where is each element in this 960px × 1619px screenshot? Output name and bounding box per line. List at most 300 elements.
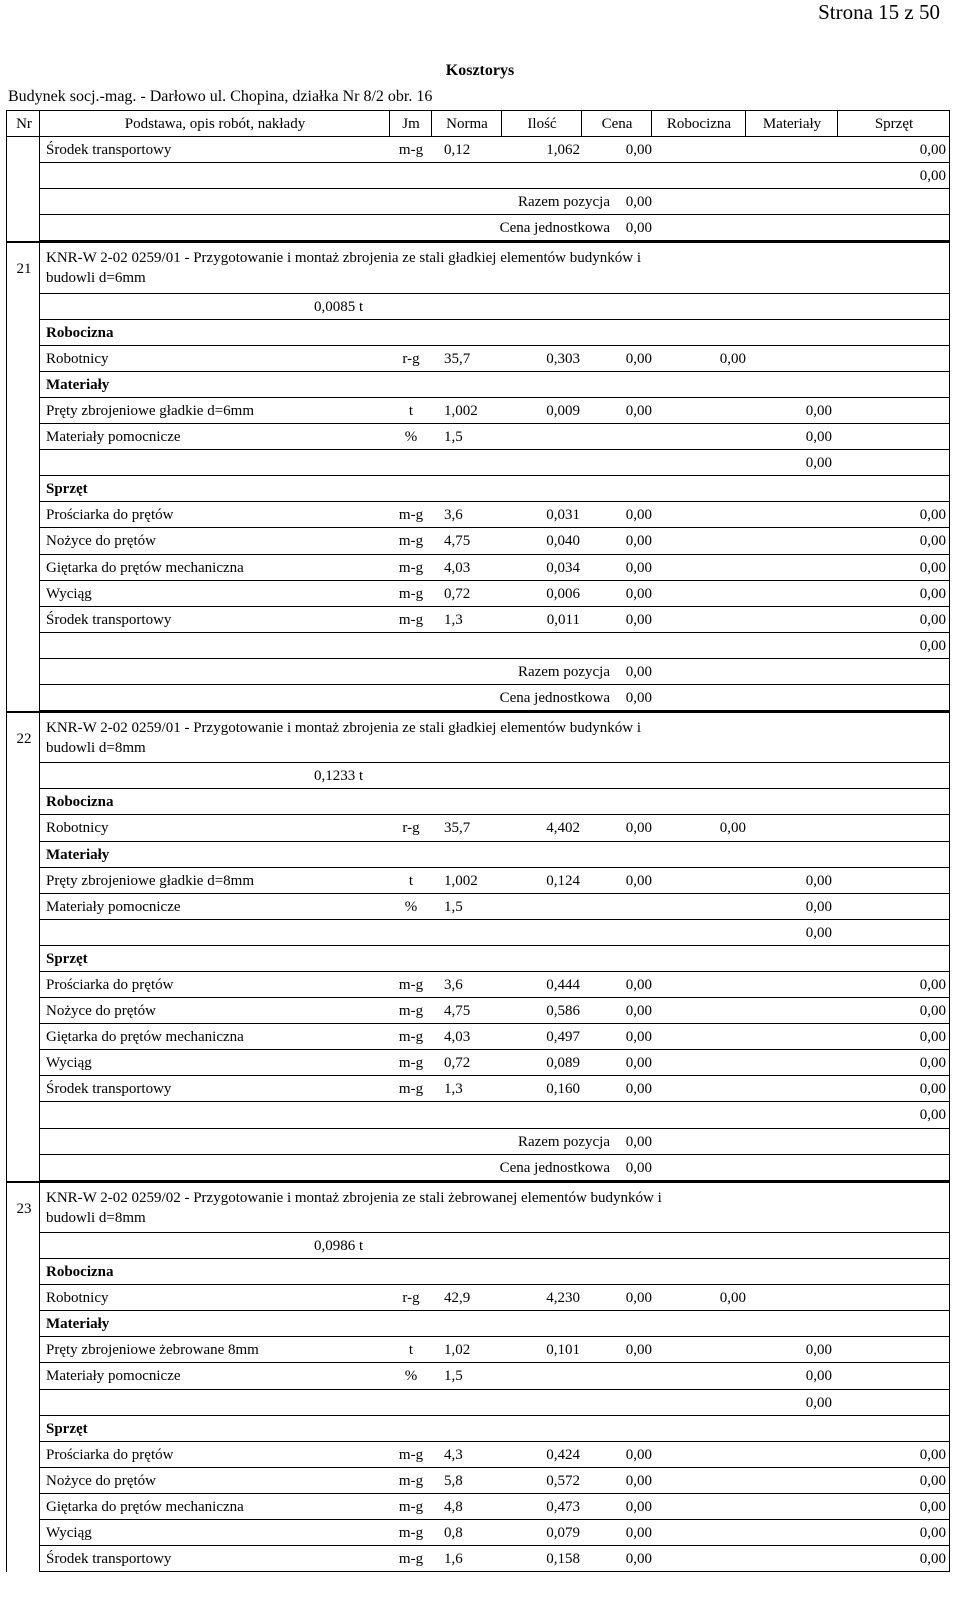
position-quantity-row	[6, 1233, 950, 1259]
unit-cell: m-g	[398, 1003, 424, 1020]
position-number: 22	[16, 731, 32, 748]
section-header-row	[6, 1416, 950, 1442]
labour-cell: 0,00	[719, 820, 746, 837]
section-header-row	[6, 476, 950, 502]
nr-cell	[6, 1390, 40, 1416]
price-cell: 0,00	[625, 977, 652, 993]
nr-cell	[6, 1076, 40, 1102]
position-quantity: 0,1233 t	[314, 768, 364, 785]
row-body	[40, 1181, 950, 1233]
nr-cell	[6, 1468, 40, 1494]
position-total-row	[6, 685, 950, 711]
section-label: Materiały	[46, 1316, 110, 1333]
row-body	[40, 372, 950, 398]
resource-name: Środek transportowy	[46, 1551, 172, 1568]
section-label: Materiały	[46, 376, 110, 393]
nr-cell	[6, 685, 40, 711]
header-cell-norma: Norma	[432, 110, 502, 137]
norma-cell: 1,5	[444, 898, 463, 915]
price-cell: 0,00	[625, 611, 652, 628]
header-cell-cena: Cena	[582, 110, 652, 137]
total-value: 0,00	[625, 1159, 652, 1176]
quantity-cell: 0,011	[546, 611, 580, 628]
row-body	[40, 1259, 950, 1285]
norma-cell: 3,6	[444, 507, 463, 524]
resource-name: Pręty zbrojeniowe gładkie d=6mm	[46, 402, 254, 419]
nr-cell	[6, 972, 40, 998]
position-row	[6, 711, 950, 763]
header-cell-jm: Jm	[390, 110, 432, 137]
price-cell: 0,00	[625, 585, 652, 602]
row-body	[40, 920, 950, 946]
resource-row	[6, 424, 950, 450]
position-total-row	[6, 1129, 950, 1155]
row-body	[40, 659, 950, 685]
nr-cell	[6, 1494, 40, 1520]
document-subtitle: Budynek socj.-mag. - Darłowo ul. Chopina, działka Nr 8/2 obr. 16	[8, 88, 433, 105]
equipment-cell: 0,00	[919, 1055, 946, 1072]
nr-cell	[6, 1363, 40, 1389]
nr-cell	[6, 868, 40, 894]
resource-name: Nożyce do prętów	[46, 1003, 156, 1020]
equipment-cell: 0,00	[919, 1029, 946, 1046]
equipment-cell: 0,00	[919, 1446, 946, 1463]
norma-cell: 1,002	[444, 402, 478, 419]
section-label: Sprzęt	[46, 1420, 88, 1437]
nr-cell	[6, 1337, 40, 1363]
resource-name: Giętarka do prętów mechaniczna	[46, 1029, 244, 1046]
nr-cell	[6, 789, 40, 815]
equipment-cell: 0,00	[919, 1498, 946, 1515]
section-header-row	[6, 320, 950, 346]
position-total-row	[6, 659, 950, 685]
row-body	[40, 789, 950, 815]
row-body	[40, 502, 950, 528]
norma-cell: 4,3	[444, 1446, 463, 1463]
norma-cell: 0,12	[444, 142, 471, 158]
resource-row	[6, 1050, 950, 1076]
row-body	[40, 1416, 950, 1442]
unit-cell: t	[408, 872, 414, 889]
row-body	[40, 241, 950, 293]
quantity-cell: 1,062	[546, 142, 580, 158]
row-body	[40, 346, 950, 372]
row-body	[40, 294, 950, 320]
unit-cell: t	[408, 402, 414, 419]
price-cell: 0,00	[625, 142, 652, 158]
price-cell: 0,00	[625, 533, 652, 550]
resource-row	[6, 998, 950, 1024]
unit-cell: m-g	[398, 1551, 424, 1568]
resource-name: Materiały pomocnicze	[46, 898, 181, 915]
price-cell: 0,00	[625, 1446, 652, 1463]
header-cell-nr: Nr	[6, 110, 40, 137]
document-title: Kosztorys	[445, 62, 515, 79]
position-description: KNR-W 2-02 0259/02 - Przygotowanie i montaż zbrojenia ze stali żebrowanej elementów budynków i budowli d=8mm	[46, 1189, 662, 1226]
resource-name: Środek transportowy	[46, 142, 172, 158]
quantity-cell: 0,009	[546, 402, 580, 419]
header-cell-sprzet: Sprzęt	[838, 110, 950, 137]
nr-cell	[6, 815, 40, 841]
resource-row	[6, 1337, 950, 1363]
resource-name: Środek transportowy	[46, 1081, 172, 1098]
section-header-row	[6, 842, 950, 868]
resource-row	[6, 894, 950, 920]
position-total-row	[6, 189, 950, 215]
header-cell-ilosc: Ilość	[502, 110, 582, 137]
row-body	[40, 137, 950, 163]
unit-cell: m-g	[398, 1498, 424, 1515]
position-quantity-row	[6, 294, 950, 320]
quantity-cell: 0,424	[546, 1446, 580, 1463]
row-body	[40, 763, 950, 789]
row-body	[40, 1546, 950, 1572]
norma-cell: 4,8	[444, 1498, 463, 1515]
materials-cell: 0,00	[805, 898, 832, 915]
norma-cell: 0,8	[444, 1524, 463, 1541]
row-body	[40, 1155, 950, 1181]
row-body	[40, 450, 950, 476]
subtotal-row	[6, 633, 950, 659]
section-header-row	[6, 789, 950, 815]
unit-cell: %	[404, 1368, 418, 1385]
nr-cell	[6, 137, 40, 163]
page-number: Strona 15 z 50	[818, 0, 940, 24]
quantity-cell: 0,160	[546, 1081, 580, 1098]
price-cell: 0,00	[625, 1498, 652, 1515]
resource-row	[6, 555, 950, 581]
section-header-row	[6, 372, 950, 398]
resource-row	[6, 1494, 950, 1520]
resource-row	[6, 1363, 950, 1389]
norma-cell: 4,03	[444, 1029, 471, 1046]
row-body	[40, 320, 950, 346]
norma-cell: 1,3	[444, 611, 463, 628]
total-label: Razem pozycja	[517, 663, 610, 680]
price-cell: 0,00	[625, 1342, 652, 1359]
total-value: 0,00	[625, 1133, 652, 1150]
resource-name: Prościarka do prętów	[46, 507, 174, 524]
resource-name: Pręty zbrojeniowe żebrowane 8mm	[46, 1342, 259, 1359]
row-body	[40, 1390, 950, 1416]
nr-cell	[6, 607, 40, 633]
total-value: 0,00	[625, 689, 652, 706]
quantity-cell: 0,572	[546, 1472, 580, 1489]
row-body	[40, 1337, 950, 1363]
labour-cell: 0,00	[719, 350, 746, 367]
resource-row	[6, 868, 950, 894]
nr-cell	[6, 581, 40, 607]
section-header-row	[6, 1311, 950, 1337]
nr-cell	[6, 842, 40, 868]
nr-cell	[6, 372, 40, 398]
equipment-cell: 0,00	[919, 1524, 946, 1541]
price-cell: 0,00	[625, 1290, 652, 1307]
nr-cell	[6, 998, 40, 1024]
norma-cell: 4,75	[444, 1003, 471, 1020]
resource-name: Nożyce do prętów	[46, 1472, 156, 1489]
row-body	[40, 685, 950, 711]
resource-name: Nożyce do prętów	[46, 533, 156, 550]
nr-cell	[6, 450, 40, 476]
resource-row	[6, 1024, 950, 1050]
subtotal-row	[6, 450, 950, 476]
quantity-cell: 0,079	[546, 1524, 580, 1541]
resource-name: Materiały pomocnicze	[46, 429, 181, 446]
nr-cell	[6, 528, 40, 554]
position-number: 23	[16, 1200, 32, 1217]
price-cell: 0,00	[625, 872, 652, 889]
nr-cell	[6, 1442, 40, 1468]
header-cell-robocizna: Robocizna	[652, 110, 746, 137]
resource-name: Wyciąg	[46, 1524, 92, 1541]
unit-cell: r-g	[402, 820, 420, 837]
position-quantity: 0,0085 t	[314, 298, 364, 315]
subtotal-row	[6, 920, 950, 946]
quantity-cell: 0,034	[546, 559, 580, 576]
row-body	[40, 1050, 950, 1076]
row-body	[40, 163, 950, 189]
materials-subtotal: 0,00	[805, 455, 832, 472]
quantity-cell: 0,586	[546, 1003, 580, 1020]
unit-cell: m-g	[398, 1029, 424, 1046]
unit-cell: m-g	[398, 1055, 424, 1072]
equipment-cell: 0,00	[919, 977, 946, 993]
total-label: Razem pozycja	[517, 194, 610, 211]
resource-name: Prościarka do prętów	[46, 1446, 174, 1463]
norma-cell: 1,02	[444, 1342, 471, 1359]
price-cell: 0,00	[625, 350, 652, 367]
position-quantity: 0,0986 t	[314, 1237, 364, 1254]
equipment-subtotal: 0,00	[919, 637, 946, 654]
row-body	[40, 998, 950, 1024]
row-body	[40, 1442, 950, 1468]
nr-cell	[6, 1285, 40, 1311]
norma-cell: 1,5	[444, 429, 463, 446]
nr-cell	[6, 502, 40, 528]
unit-cell: %	[404, 429, 418, 446]
cost-estimate-table	[6, 110, 950, 1572]
materials-cell: 0,00	[805, 429, 832, 446]
nr-cell	[6, 555, 40, 581]
row-body	[40, 868, 950, 894]
row-body	[40, 1285, 950, 1311]
price-cell: 0,00	[625, 402, 652, 419]
row-body	[40, 555, 950, 581]
norma-cell: 5,8	[444, 1472, 463, 1489]
row-body	[40, 215, 950, 241]
total-label: Cena jednostkowa	[499, 220, 610, 237]
resource-row	[6, 607, 950, 633]
nr-cell	[6, 1233, 40, 1259]
row-body	[40, 894, 950, 920]
equipment-cell: 0,00	[919, 507, 946, 524]
unit-cell: m-g	[398, 142, 424, 158]
price-cell: 0,00	[625, 1003, 652, 1020]
norma-cell: 3,6	[444, 977, 463, 993]
nr-cell	[6, 1102, 40, 1128]
section-label: Robocizna	[46, 324, 114, 341]
materials-subtotal: 0,00	[805, 1394, 832, 1411]
equipment-cell: 0,00	[919, 533, 946, 550]
nr-cell	[6, 1259, 40, 1285]
resource-row	[6, 972, 950, 998]
resource-name: Środek transportowy	[46, 611, 172, 628]
price-cell: 0,00	[625, 820, 652, 837]
nr-cell	[6, 763, 40, 789]
nr-cell	[6, 1416, 40, 1442]
row-body	[40, 1311, 950, 1337]
resource-name: Pręty zbrojeniowe gładkie d=8mm	[46, 872, 254, 889]
subtotal-row	[6, 163, 950, 189]
total-value: 0,00	[625, 194, 652, 211]
nr-cell	[6, 1050, 40, 1076]
row-body	[40, 1102, 950, 1128]
resource-row	[6, 137, 950, 163]
section-header-row	[6, 1259, 950, 1285]
row-body	[40, 528, 950, 554]
row-body	[40, 972, 950, 998]
nr-cell	[6, 1546, 40, 1572]
position-description: KNR-W 2-02 0259/01 - Przygotowanie i montaż zbrojenia ze stali gładkiej elementów budynków i budowli d=6mm	[46, 250, 641, 287]
nr-cell	[6, 346, 40, 372]
price-cell: 0,00	[625, 1524, 652, 1541]
section-label: Robocizna	[46, 1264, 114, 1281]
header-cell-desc: Podstawa, opis robót, nakłady	[40, 110, 390, 137]
unit-cell: t	[408, 1342, 414, 1359]
norma-cell: 42,9	[444, 1290, 471, 1307]
position-total-row	[6, 215, 950, 241]
nr-cell	[6, 398, 40, 424]
subtotal-row	[6, 1390, 950, 1416]
row-body	[40, 1076, 950, 1102]
row-body	[40, 607, 950, 633]
row-body	[40, 581, 950, 607]
labour-cell: 0,00	[719, 1290, 746, 1307]
unit-cell: m-g	[398, 1446, 424, 1463]
unit-cell: m-g	[398, 559, 424, 576]
equipment-cell: 0,00	[919, 1003, 946, 1020]
quantity-cell: 0,158	[546, 1551, 580, 1568]
unit-cell: m-g	[398, 977, 424, 993]
quantity-cell: 0,303	[546, 350, 580, 367]
equipment-cell: 0,00	[919, 142, 946, 158]
nr-cell	[6, 946, 40, 972]
position-row	[6, 1181, 950, 1233]
unit-cell: m-g	[398, 1081, 424, 1098]
nr-cell	[6, 1181, 40, 1233]
total-label: Razem pozycja	[517, 1133, 610, 1150]
resource-name: Giętarka do prętów mechaniczna	[46, 559, 244, 576]
nr-cell	[6, 476, 40, 502]
row-body	[40, 424, 950, 450]
quantity-cell: 0,473	[546, 1498, 580, 1515]
nr-cell	[6, 1520, 40, 1546]
price-cell: 0,00	[625, 1551, 652, 1568]
resource-row	[6, 581, 950, 607]
equipment-cell: 0,00	[919, 1551, 946, 1568]
nr-cell	[6, 659, 40, 685]
norma-cell: 35,7	[444, 820, 471, 837]
equipment-cell: 0,00	[919, 1081, 946, 1098]
row-body	[40, 1233, 950, 1259]
norma-cell: 1,5	[444, 1368, 463, 1385]
equipment-cell: 0,00	[919, 1472, 946, 1489]
norma-cell: 0,72	[444, 1055, 471, 1072]
nr-cell	[6, 1024, 40, 1050]
price-cell: 0,00	[625, 1472, 652, 1489]
section-label: Robocizna	[46, 794, 114, 811]
resource-row	[6, 815, 950, 841]
resource-name: Wyciąg	[46, 585, 92, 602]
row-body	[40, 842, 950, 868]
resource-row	[6, 346, 950, 372]
nr-cell	[6, 1311, 40, 1337]
resource-name: Giętarka do prętów mechaniczna	[46, 1498, 244, 1515]
nr-cell	[6, 241, 40, 293]
row-body	[40, 189, 950, 215]
norma-cell: 35,7	[444, 350, 471, 367]
nr-cell	[6, 320, 40, 346]
materials-cell: 0,00	[805, 872, 832, 889]
norma-cell: 1,002	[444, 872, 478, 889]
resource-row	[6, 1285, 950, 1311]
price-cell: 0,00	[625, 1081, 652, 1098]
resource-name: Robotnicy	[46, 820, 109, 837]
resource-name: Prościarka do prętów	[46, 977, 174, 993]
row-body	[40, 1363, 950, 1389]
nr-cell	[6, 189, 40, 215]
materials-cell: 0,00	[805, 1342, 832, 1359]
quantity-cell: 0,101	[546, 1342, 580, 1359]
equipment-subtotal: 0,00	[919, 168, 946, 185]
row-body	[40, 1024, 950, 1050]
quantity-cell: 0,444	[546, 977, 580, 993]
row-body	[40, 633, 950, 659]
quantity-cell: 4,402	[546, 820, 580, 837]
equipment-cell: 0,00	[919, 611, 946, 628]
quantity-cell: 0,040	[546, 533, 580, 550]
resource-row	[6, 528, 950, 554]
row-body	[40, 1494, 950, 1520]
nr-cell	[6, 1155, 40, 1181]
resource-row	[6, 502, 950, 528]
total-value: 0,00	[625, 663, 652, 680]
position-total-row	[6, 1155, 950, 1181]
row-body	[40, 815, 950, 841]
unit-cell: m-g	[398, 533, 424, 550]
nr-cell	[6, 424, 40, 450]
quantity-cell: 0,006	[546, 585, 580, 602]
nr-cell	[6, 215, 40, 241]
section-header-row	[6, 946, 950, 972]
resource-name: Robotnicy	[46, 1290, 109, 1307]
header-cell-materialy: Materiały	[746, 110, 838, 137]
table-header-row	[6, 110, 950, 137]
equipment-cell: 0,00	[919, 585, 946, 602]
resource-name: Robotnicy	[46, 350, 109, 367]
unit-cell: m-g	[398, 611, 424, 628]
position-quantity-row	[6, 763, 950, 789]
total-label: Cena jednostkowa	[499, 689, 610, 706]
nr-cell	[6, 920, 40, 946]
row-body	[40, 1468, 950, 1494]
total-value: 0,00	[625, 220, 652, 237]
row-body	[40, 476, 950, 502]
nr-cell	[6, 1129, 40, 1155]
row-body	[40, 1520, 950, 1546]
norma-cell: 4,75	[444, 533, 471, 550]
